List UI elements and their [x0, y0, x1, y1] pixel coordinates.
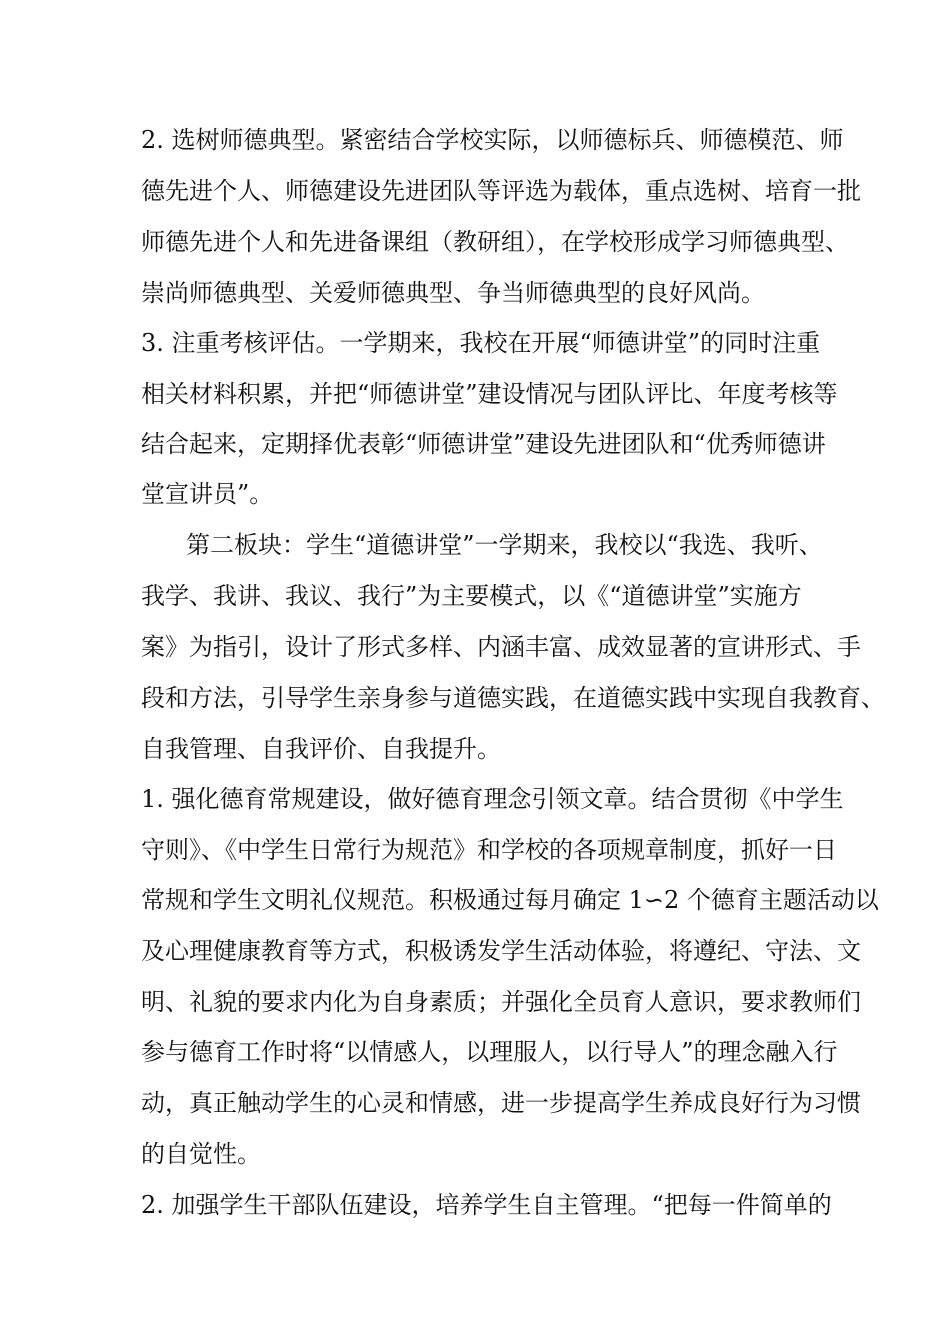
text-line: 崇尚师德典型、关爱师德典型、争当师德典型的良好风尚。 [141, 279, 765, 307]
text-line: 守则》、《中学生日常行为规范》和学校的各项规章制度，抓好一日 [141, 836, 837, 864]
text-line: 堂宣讲员”。 [141, 480, 274, 508]
text-line: 及心理健康教育等方式，积极诱发学生活动体验，将遵纪、守法、文 [141, 937, 861, 965]
text-line: 明、礼貌的要求内化为自身素质；并强化全员育人意识，要求教师们 [141, 988, 861, 1016]
text-line: 结合起来，定期择优表彰“师德讲堂”建设先进团队和“优秀师德讲 [141, 430, 826, 458]
text-line: 1. 强化德育常规建设，做好德育理念引领文章。结合贯彻《中学生 [141, 785, 844, 813]
text-line: 动，真正触动学生的心灵和情感，进一步提高学生养成良好行为习惯 [141, 1089, 861, 1117]
text-line: 2. 选树师德典型。紧密结合学校实际，以师德标兵、师德模范、师 [141, 126, 844, 154]
text-line: 我学、我讲、我议、我行”为主要模式，以《“道德讲堂”实施方 [141, 582, 802, 610]
text-line: 常规和学生文明礼仪规范。积极通过每月确定 1∽2 个德育主题活动以 [141, 886, 879, 914]
text-line: 段和方法，引导学生亲身参与道德实践，在道德实践中实现自我教育、 [141, 684, 885, 712]
text-line: 相关材料积累，并把“师德讲堂”建设情况与团队评比、年度考核等 [141, 380, 838, 408]
text-line: 自我管理、自我评价、自我提升。 [141, 735, 501, 763]
text-line: 师德先进个人和先进备课组（教研组），在学校形成学习师德典型、 [141, 228, 849, 256]
text-line: 案》为指引，设计了形式多样、内涵丰富、成效显著的宣讲形式、手 [141, 633, 861, 661]
text-line: 的自觉性。 [141, 1140, 261, 1168]
text-line: 2. 加强学生干部队伍建设，培养学生自主管理。“把每一件简单的 [141, 1191, 832, 1219]
text-line: 3. 注重考核评估。一学期来，我校在开展“师德讲堂”的同时注重 [141, 329, 821, 357]
text-line: 参与德育工作时将“以情感人，以理服人，以行导人”的理念融入行 [141, 1038, 838, 1066]
text-line: 第二板块：学生“道德讲堂”一学期来，我校以“我选、我听、 [186, 531, 823, 559]
text-line: 德先进个人、师德建设先进团队等评选为载体，重点选树、培育一批 [141, 177, 861, 205]
